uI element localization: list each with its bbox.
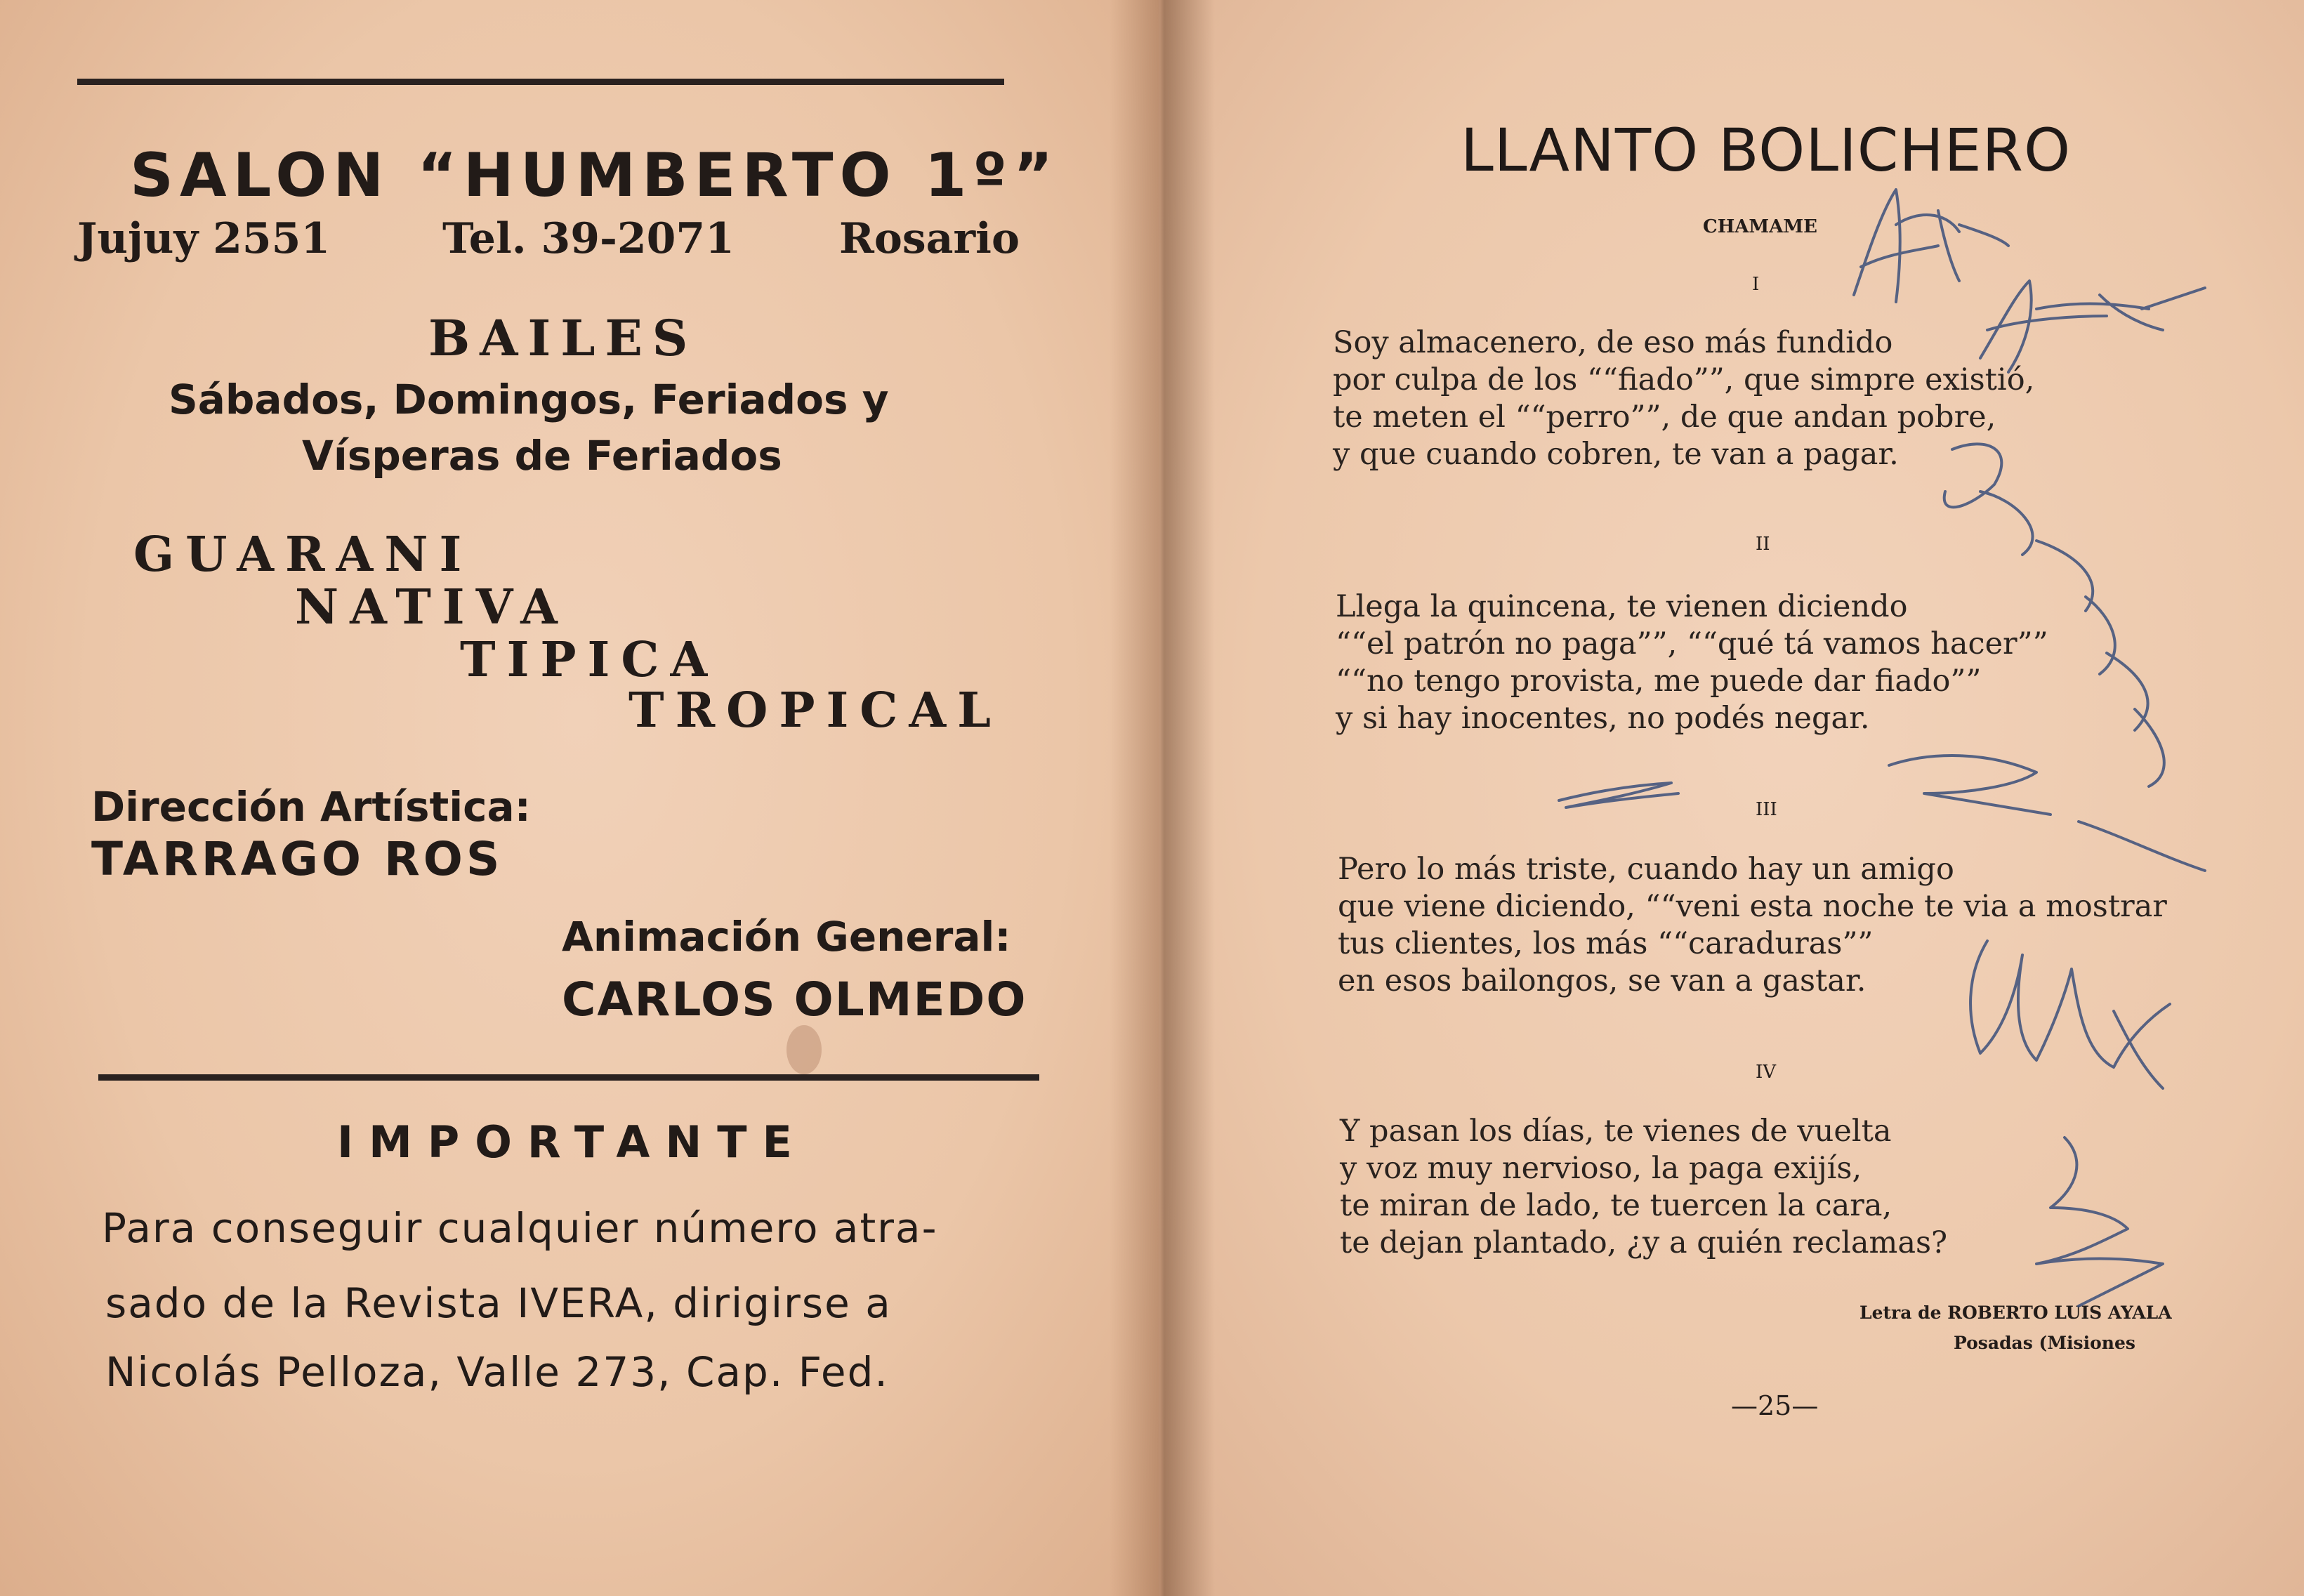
days-line-1: Sábados, Domingos, Feriados y	[169, 376, 889, 423]
song-genre: CHAMAME	[1703, 216, 1817, 237]
stanza-2-line-3: ““no tengo provista, me puede dar fiado””	[1336, 664, 1982, 699]
days-line-2: Vísperas de Feriados	[302, 432, 782, 480]
importante-line-3: Nicolás Pelloza, Valle 273, Cap. Fed.	[105, 1348, 889, 1396]
stanza-2-line-1: Llega la quincena, te vienen diciendo	[1336, 589, 1908, 624]
importante-heading: IMPORTANTE	[337, 1116, 808, 1168]
stanza-4-line-3: te miran de lado, te tuercen la cara,	[1340, 1188, 1892, 1223]
stanza-3-numeral: III	[1756, 799, 1777, 820]
direccion-label: Dirección Artística:	[91, 783, 531, 831]
stanza-3-line-2: que viene diciendo, ““veni esta noche te via a mostrar	[1338, 889, 2167, 924]
page-number: —25—	[1731, 1390, 1819, 1421]
importante-line-2: sado de la Revista IVERA, dirigirse a	[105, 1279, 892, 1327]
stanza-3-line-1: Pero lo más triste, cuando hay un amigo	[1338, 852, 1954, 887]
lyrics-credit-location: Posadas (Misiones	[1954, 1333, 2135, 1353]
salon-phone: Tel. 39-2071	[442, 214, 735, 263]
bailes-heading: BAILES	[428, 309, 698, 367]
stanza-1-numeral: I	[1752, 274, 1760, 295]
genre-nativa: NATIVA	[295, 579, 569, 635]
stanza-4-line-2: y voz muy nervioso, la paga exijís,	[1340, 1151, 1862, 1186]
importante-line-1: Para conseguir cualquier número atra-	[102, 1204, 938, 1252]
stanza-1-line-2: por culpa de los ““fiado””, que simpre existió,	[1333, 362, 2035, 397]
stanza-1-line-3: te meten el ““perro””, de que andan pobre,	[1333, 400, 1996, 435]
stanza-2-line-2: ““el patrón no paga””, ““qué tá vamos hacer””	[1336, 626, 2048, 661]
animacion-label: Animación General:	[562, 913, 1011, 961]
direccion-name: TARRAGO ROS	[91, 832, 503, 886]
salon-city: Rosario	[839, 214, 1020, 263]
stanza-1-line-1: Soy almacenero, de eso más fundido	[1333, 325, 1893, 360]
genre-guarani: GUARANI	[133, 527, 473, 583]
stanza-2-line-4: y si hay inocentes, no podés negar.	[1336, 701, 1870, 736]
animacion-name: CARLOS OLMEDO	[562, 972, 1027, 1027]
stanza-1-line-4: y que cuando cobren, te van a pagar.	[1333, 437, 1899, 472]
salon-address: Jujuy 2551	[77, 214, 331, 263]
stanza-4-numeral: IV	[1756, 1062, 1777, 1083]
stanza-3-line-3: tus clientes, los más ““caraduras””	[1338, 926, 1874, 961]
salon-title: SALON “HUMBERTO 1º”	[130, 140, 1060, 211]
stanza-2-numeral: II	[1756, 534, 1770, 555]
lyrics-credit: Letra de ROBERTO LUIS AYALA	[1859, 1302, 2172, 1323]
genre-tropical: TROPICAL	[628, 682, 1002, 739]
stanza-4-line-4: te dejan plantado, ¿y a quién reclamas?	[1340, 1225, 1948, 1260]
song-title: LLANTO BOLICHERO	[1461, 116, 2072, 185]
genre-tipica: TIPICA	[460, 632, 719, 688]
stanza-3-line-4: en esos bailongos, se van a gastar.	[1338, 963, 1867, 998]
stanza-4-line-1: Y pasan los días, te vienes de vuelta	[1340, 1114, 1892, 1149]
